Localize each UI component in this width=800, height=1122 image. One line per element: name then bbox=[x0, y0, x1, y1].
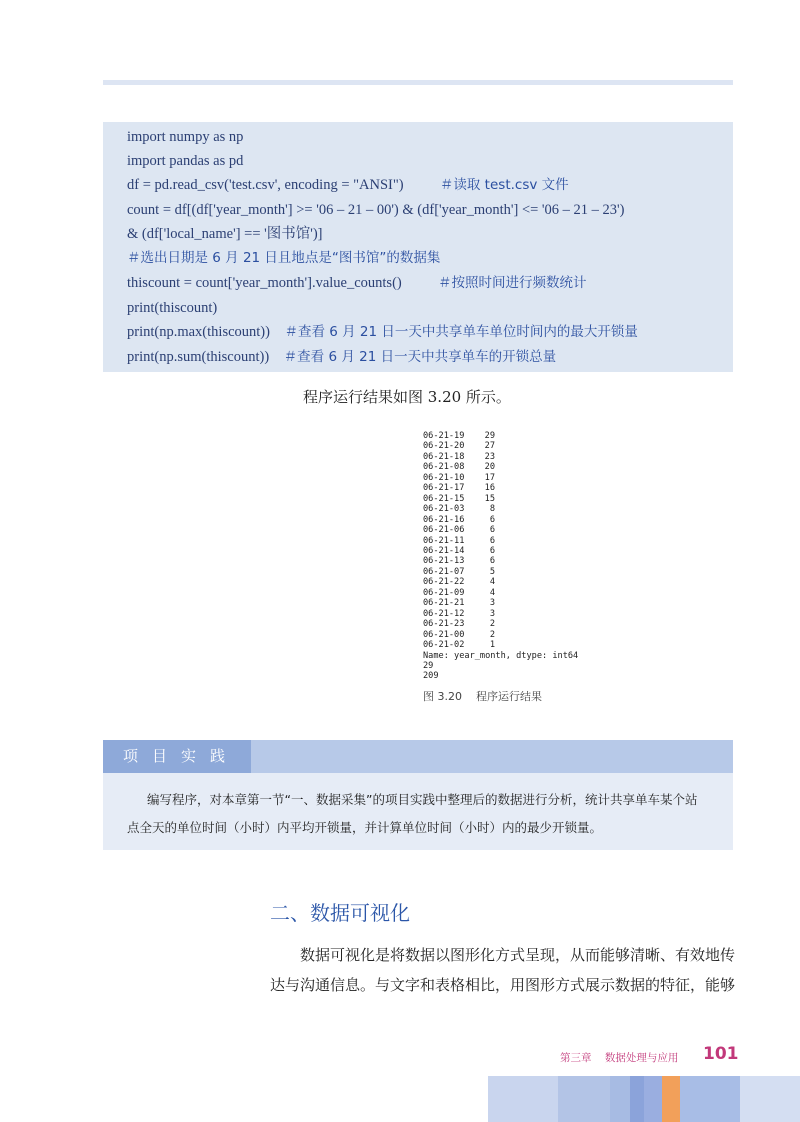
stripe bbox=[644, 1076, 662, 1122]
output-row bbox=[423, 546, 578, 556]
output-key: 06-21-03 bbox=[423, 504, 465, 515]
output-row bbox=[423, 452, 578, 462]
output-row bbox=[423, 441, 578, 451]
output-value: 27 bbox=[484, 441, 495, 452]
output-value: 2 bbox=[489, 629, 495, 640]
code-block bbox=[103, 122, 733, 372]
output-value: 6 bbox=[489, 535, 495, 546]
practice-line: 编写程序，对本章第一节“一、数据采集”的项目实践中整理后的数据进行分析，统计共享单车某个站 bbox=[147, 792, 698, 807]
output-value: 23 bbox=[484, 451, 495, 462]
output-row bbox=[423, 630, 578, 640]
output-key: 06-21-22 bbox=[423, 577, 465, 588]
result-intro: 程序运行结果如图 3.20 所示。 bbox=[303, 388, 511, 406]
code-line: thiscount = count['year_month'].value_counts() ＃按照时间进行频数统计 bbox=[127, 275, 587, 291]
header-rule bbox=[103, 80, 733, 85]
section-title: 二、数据可视化 bbox=[270, 901, 410, 925]
output-row bbox=[423, 609, 578, 619]
practice-line: 点全天的单位时间（小时）内平均开锁量，并计算单位时间（小时）内的最少开锁量。 bbox=[127, 820, 603, 835]
output-row bbox=[423, 619, 578, 629]
output-key: 06-21-02 bbox=[423, 640, 465, 651]
output-value: 15 bbox=[484, 493, 495, 504]
page-number: 101 bbox=[703, 1044, 739, 1064]
output-value: 6 bbox=[489, 556, 495, 567]
output-row bbox=[423, 494, 578, 504]
output-row bbox=[423, 462, 578, 472]
stripe bbox=[680, 1076, 740, 1122]
code-line: import numpy as np bbox=[127, 129, 244, 145]
output-key: 06-21-10 bbox=[423, 472, 465, 483]
output-value: 6 bbox=[489, 514, 495, 525]
chapter-label: 第三章 数据处理与应用 bbox=[560, 1052, 679, 1064]
practice-tab-label: 项目实践 bbox=[103, 740, 251, 773]
code-line bbox=[127, 248, 440, 268]
code-comment: ＃读取 test.csv 文件 bbox=[439, 177, 569, 193]
output-value: 8 bbox=[489, 504, 495, 515]
output-key: 06-21-00 bbox=[423, 629, 465, 640]
code-line: count = df[(df['year_month'] >= '06 – 21 – 00') & (df['year_month'] <= '06 – 21 – 23') bbox=[127, 202, 625, 218]
stripe bbox=[558, 1076, 610, 1122]
practice-text bbox=[127, 786, 727, 842]
code-line: print(thiscount) bbox=[127, 300, 218, 316]
output-row bbox=[423, 431, 578, 441]
output-row bbox=[423, 515, 578, 525]
output-value: 5 bbox=[489, 566, 495, 577]
output-row bbox=[423, 577, 578, 587]
output-value: 17 bbox=[484, 472, 495, 483]
output-value: 3 bbox=[489, 608, 495, 619]
output-value: 6 bbox=[489, 545, 495, 556]
stripe bbox=[488, 1076, 558, 1122]
code-comment: ＃选出日期是 6 月 21 日且地点是“图书馆”的数据集 bbox=[127, 250, 441, 266]
output-key: 06-21-14 bbox=[423, 545, 465, 556]
output-key: 06-21-20 bbox=[423, 441, 465, 452]
figure-caption: 图 3.20 程序运行结果 bbox=[423, 690, 542, 703]
output-value: 4 bbox=[489, 587, 495, 598]
output-key: 06-21-11 bbox=[423, 535, 465, 546]
output-sum: 209 bbox=[423, 671, 439, 682]
output-key: 06-21-08 bbox=[423, 462, 465, 473]
output-row bbox=[423, 483, 578, 493]
section-paragraph bbox=[270, 940, 735, 1000]
output-footer: Name: year_month, dtype: int64 bbox=[423, 650, 579, 661]
code-line: import pandas as pd bbox=[127, 153, 244, 169]
output-value: 2 bbox=[489, 619, 495, 630]
code-line: print(np.max(thiscount)) ＃查看 6 月 21 日一天中共享单车单位时间内的最大开锁量 bbox=[127, 324, 638, 340]
output-row bbox=[423, 525, 578, 535]
output-key: 06-21-06 bbox=[423, 525, 465, 536]
stripe bbox=[630, 1076, 644, 1122]
output-value: 1 bbox=[489, 640, 495, 651]
output-key: 06-21-13 bbox=[423, 556, 465, 567]
decorative-stripes bbox=[488, 1076, 800, 1122]
output-value: 4 bbox=[489, 577, 495, 588]
stripe bbox=[740, 1076, 800, 1122]
program-output bbox=[423, 431, 578, 682]
output-row bbox=[423, 556, 578, 566]
code-line: df = pd.read_csv('test.csv', encoding = "ANSI") ＃读取 test.csv 文件 bbox=[127, 177, 569, 193]
output-value: 6 bbox=[489, 525, 495, 536]
paragraph-line: 数据可视化是将数据以图形化方式呈现，从而能够清晰、有效地传 bbox=[270, 946, 736, 964]
output-key: 06-21-15 bbox=[423, 493, 465, 504]
output-max: 29 bbox=[423, 660, 434, 671]
code-line: & (df['local_name'] == '图书馆')] bbox=[127, 226, 323, 242]
output-row bbox=[423, 640, 578, 650]
output-key: 06-21-21 bbox=[423, 598, 465, 609]
output-key: 06-21-12 bbox=[423, 608, 465, 619]
output-key: 06-21-09 bbox=[423, 587, 465, 598]
output-key: 06-21-18 bbox=[423, 451, 465, 462]
stripe bbox=[610, 1076, 630, 1122]
output-row bbox=[423, 473, 578, 483]
output-row bbox=[423, 504, 578, 514]
output-key: 06-21-17 bbox=[423, 483, 465, 494]
code-comment: ＃按照时间进行频数统计 bbox=[438, 275, 587, 291]
code-comment: ＃查看 6 月 21 日一天中共享单车单位时间内的最大开锁量 bbox=[284, 324, 638, 340]
paragraph-line: 达与沟通信息。与文字和表格相比，用图形方式展示数据的特征，能够 bbox=[270, 976, 736, 994]
output-row bbox=[423, 588, 578, 598]
output-value: 16 bbox=[484, 483, 495, 494]
output-row bbox=[423, 598, 578, 608]
code-line: print(np.sum(thiscount)) ＃查看 6 月 21 日一天中共享单车的开锁总量 bbox=[127, 349, 557, 365]
output-key: 06-21-23 bbox=[423, 619, 465, 630]
output-value: 29 bbox=[484, 431, 495, 441]
output-value: 20 bbox=[484, 462, 495, 473]
output-key: 06-21-16 bbox=[423, 514, 465, 525]
code-comment: ＃查看 6 月 21 日一天中共享单车的开锁总量 bbox=[283, 349, 557, 365]
output-key: 06-21-07 bbox=[423, 566, 465, 577]
output-row bbox=[423, 536, 578, 546]
output-key: 06-21-19 bbox=[423, 431, 465, 441]
output-value: 3 bbox=[489, 598, 495, 609]
output-row bbox=[423, 567, 578, 577]
stripe bbox=[662, 1076, 680, 1122]
